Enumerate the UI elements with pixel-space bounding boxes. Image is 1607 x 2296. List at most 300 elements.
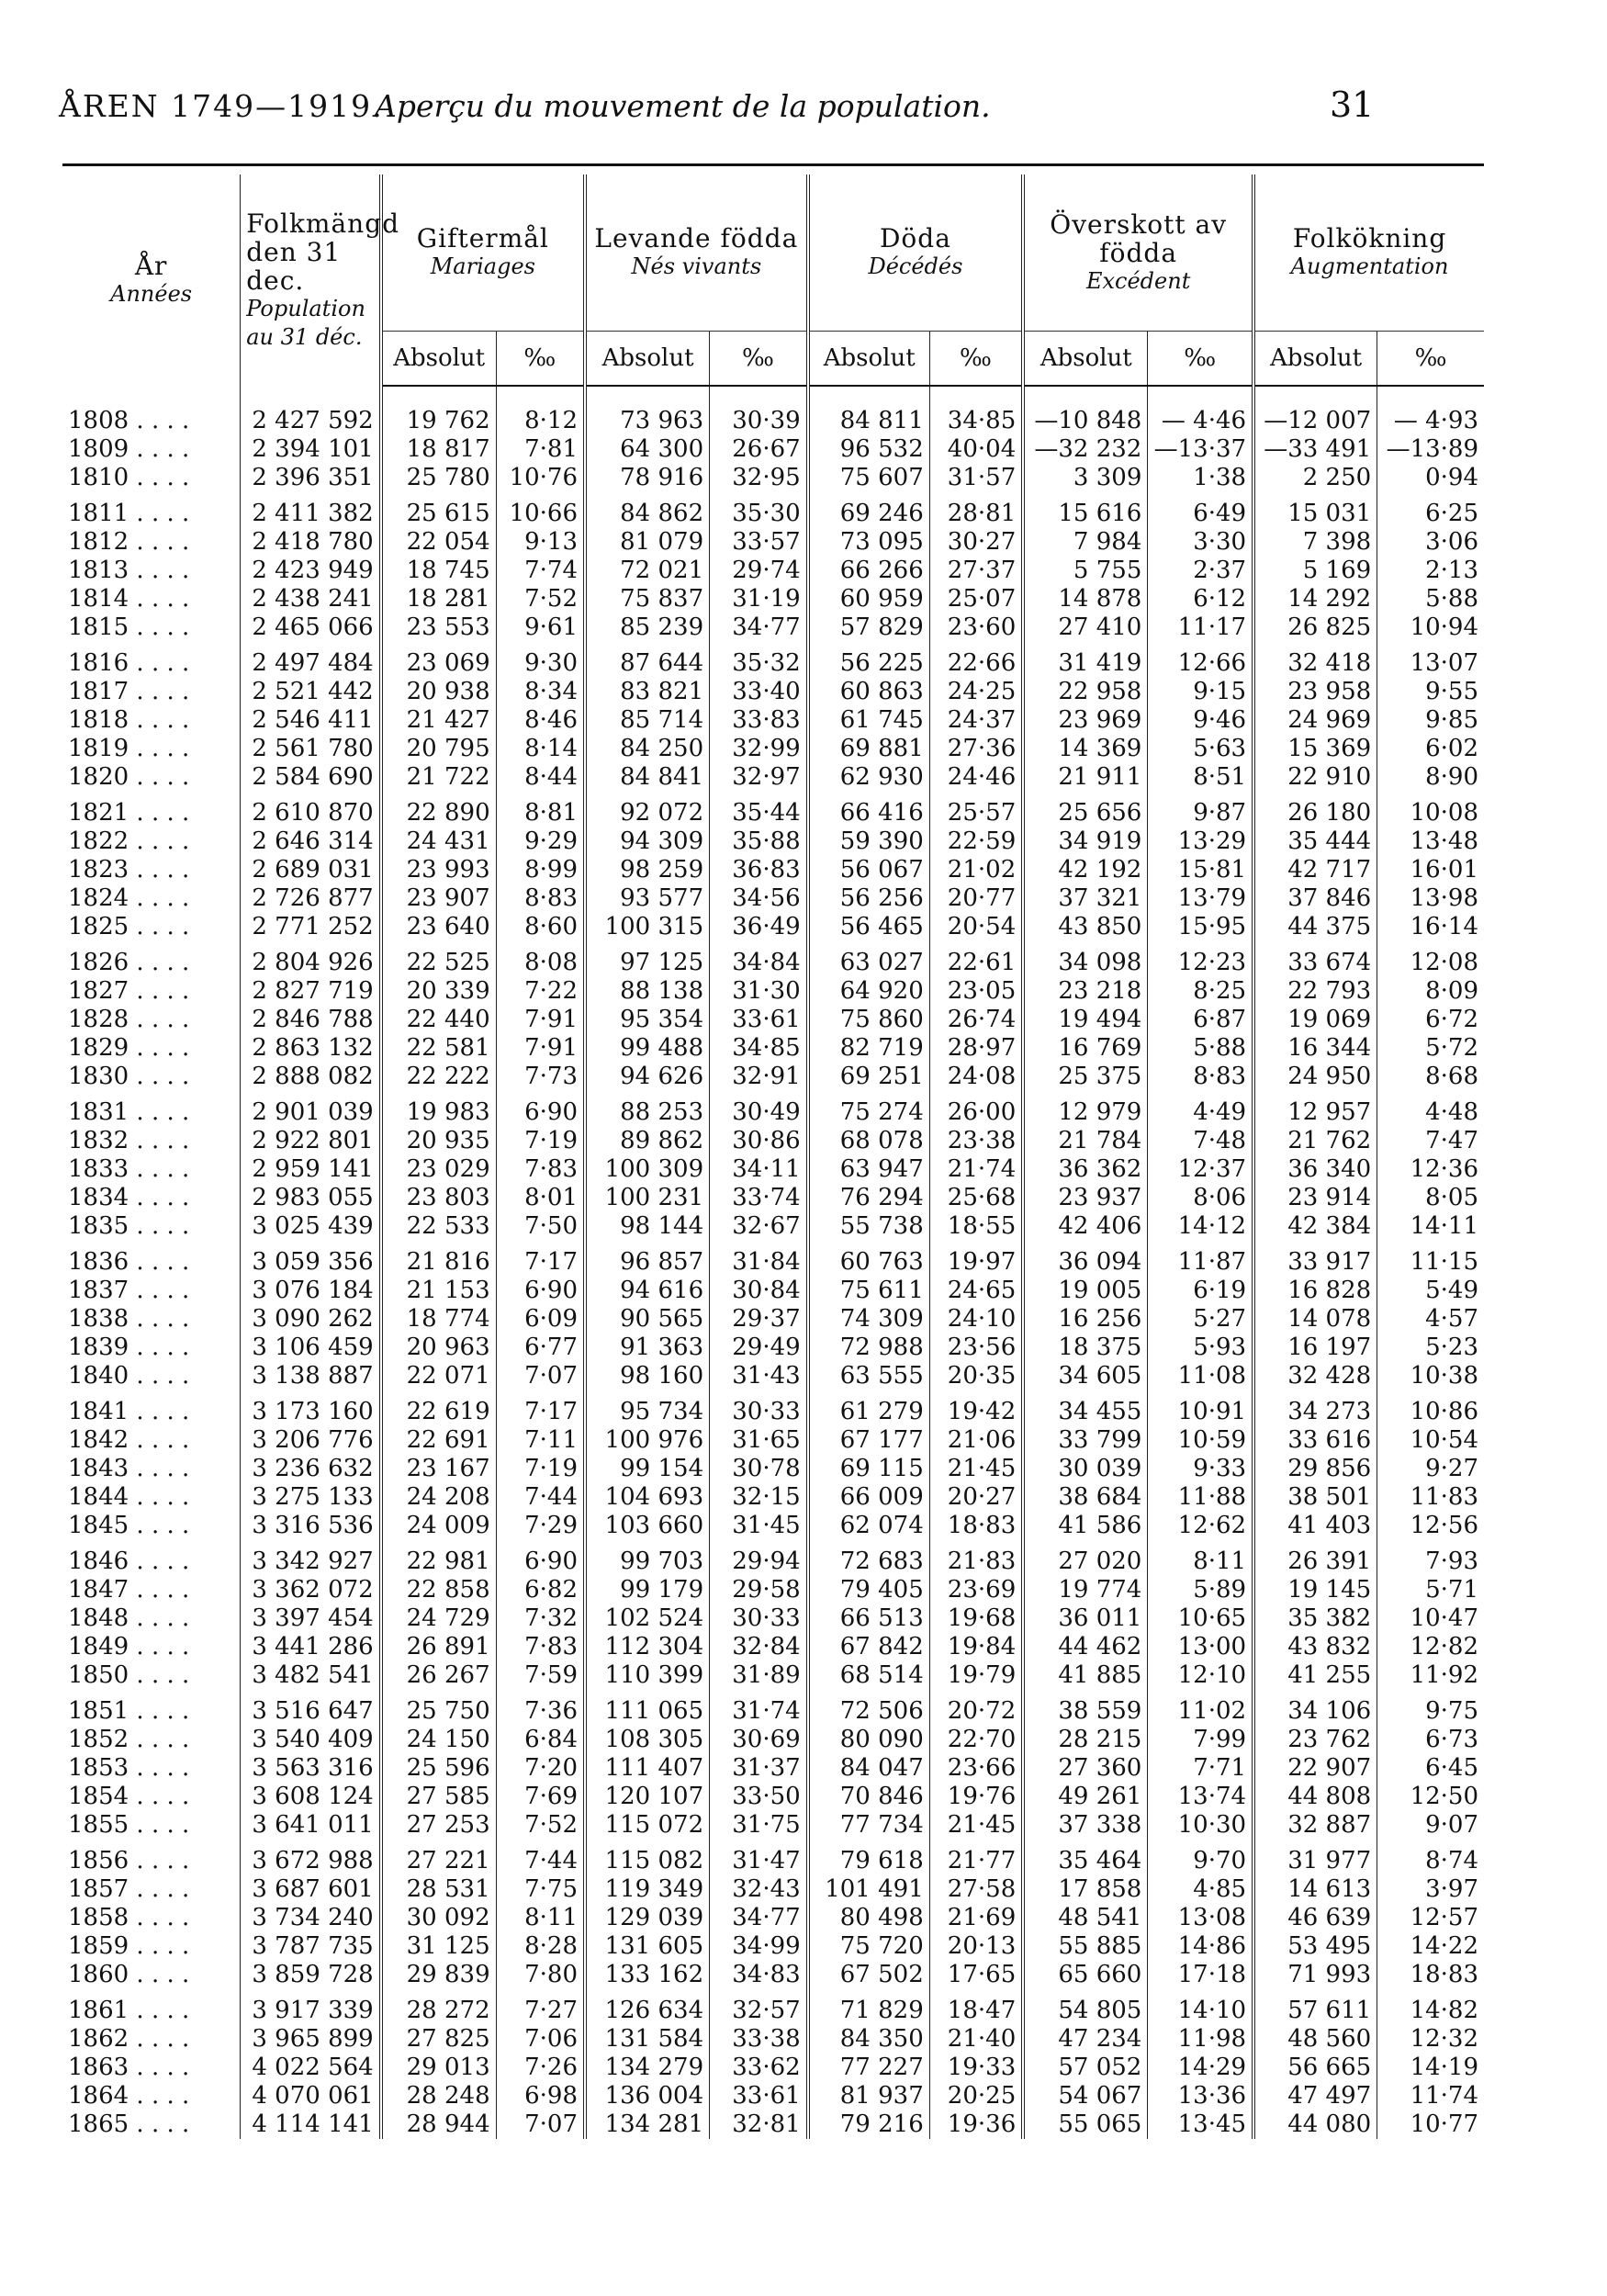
- cell-increase-abs: 15 031: [1253, 492, 1377, 528]
- cell-marriages-abs: 27 253: [381, 1811, 496, 1840]
- cell-year: 1849 . . . .: [68, 1633, 190, 1660]
- cell-increase-pm: 4·48: [1377, 1091, 1484, 1127]
- cell-excess-pm: 11·87: [1148, 1241, 1253, 1277]
- table-row: [62, 1690, 1484, 1726]
- cell-marriages-pm: 9·13: [496, 528, 585, 557]
- cell-births-pm: 31·45: [710, 1512, 808, 1540]
- cell-population: 2 411 382: [241, 492, 381, 528]
- cell-deaths-abs: 60 863: [808, 678, 930, 706]
- cell-births-pm: 30·86: [710, 1127, 808, 1155]
- cell-marriages-pm: 8·28: [496, 1932, 585, 1961]
- table-row: [62, 1305, 1484, 1334]
- cell-deaths-pm: 20·25: [929, 2082, 1023, 2110]
- cell-marriages-abs: 30 092: [381, 1904, 496, 1932]
- cell-increase-pm: 12·50: [1377, 1783, 1484, 1811]
- cell-year: 1827 . . . .: [68, 977, 190, 1005]
- cell-births-pm: 31·43: [710, 1362, 808, 1390]
- cell-births-abs: 81 079: [585, 528, 710, 557]
- cell-marriages-abs: 22 071: [381, 1362, 496, 1390]
- cell-births-pm: 29·49: [710, 1334, 808, 1362]
- cell-population: 3 362 072: [241, 1576, 381, 1604]
- cell-marriages-pm: 8·08: [496, 941, 585, 977]
- cell-excess-abs: 23 937: [1023, 1184, 1148, 1212]
- cell-excess-pm: 8·11: [1148, 1540, 1253, 1576]
- cell-marriages-pm: 7·17: [496, 1390, 585, 1426]
- cell-marriages-abs: 22 054: [381, 528, 496, 557]
- cell-population: 3 076 184: [241, 1277, 381, 1305]
- cell-deaths-pm: 19·68: [929, 1604, 1023, 1633]
- table-row: [62, 913, 1484, 941]
- cell-increase-abs: 14 292: [1253, 585, 1377, 613]
- cell-births-abs: 108 305: [585, 1726, 710, 1754]
- cell-deaths-abs: 66 513: [808, 1604, 930, 1633]
- cell-population: 2 546 411: [241, 706, 381, 735]
- cell-marriages-pm: 6·90: [496, 1540, 585, 1576]
- cell-deaths-abs: 75 611: [808, 1277, 930, 1305]
- cell-marriages-pm: 7·59: [496, 1661, 585, 1690]
- cell-year: 1857 . . . .: [68, 1875, 190, 1903]
- cell-births-pm: 35·88: [710, 827, 808, 856]
- table-row: [62, 706, 1484, 735]
- cell-increase-pm: 10·47: [1377, 1604, 1484, 1633]
- cell-births-pm: 26·67: [710, 435, 808, 464]
- cell-deaths-abs: 56 465: [808, 913, 930, 941]
- cell-year: 1815 . . . .: [68, 613, 190, 641]
- cell-year: 1809 . . . .: [68, 435, 190, 463]
- cell-deaths-abs: 62 930: [808, 763, 930, 792]
- cell-excess-pm: 10·91: [1148, 1390, 1253, 1426]
- cell-marriages-abs: 24 009: [381, 1512, 496, 1540]
- cell-increase-abs: 12 957: [1253, 1091, 1377, 1127]
- cell-excess-abs: 57 052: [1023, 2054, 1148, 2082]
- cell-population: 2 418 780: [241, 528, 381, 557]
- cell-marriages-abs: 20 795: [381, 735, 496, 763]
- cell-excess-pm: 13·36: [1148, 2082, 1253, 2110]
- table-row: [62, 1334, 1484, 1362]
- cell-population: 3 275 133: [241, 1483, 381, 1512]
- cell-year: 1855 . . . .: [68, 1811, 190, 1839]
- cell-year: 1814 . . . .: [68, 585, 190, 613]
- cell-year: 1810 . . . .: [68, 464, 190, 491]
- cell-deaths-pm: 24·46: [929, 763, 1023, 792]
- cell-births-pm: 33·83: [710, 706, 808, 735]
- cell-population: 2 804 926: [241, 941, 381, 977]
- cell-excess-abs: 18 375: [1023, 1334, 1148, 1362]
- cell-year: 1865 . . . .: [68, 2110, 190, 2138]
- cell-deaths-pm: 18·83: [929, 1512, 1023, 1540]
- cell-increase-abs: 42 717: [1253, 856, 1377, 884]
- cell-year: 1808 . . . .: [68, 406, 190, 434]
- cell-deaths-abs: 56 225: [808, 642, 930, 678]
- table-row: [62, 941, 1484, 977]
- cell-deaths-pm: 23·38: [929, 1127, 1023, 1155]
- table-row: [62, 1989, 1484, 2025]
- cell-population: 2 901 039: [241, 1091, 381, 1127]
- cell-year: 1822 . . . .: [68, 827, 190, 855]
- cell-deaths-pm: 22·61: [929, 941, 1023, 977]
- cell-year: 1833 . . . .: [68, 1155, 190, 1183]
- cell-deaths-pm: 23·56: [929, 1334, 1023, 1362]
- cell-births-abs: 85 714: [585, 706, 710, 735]
- cell-deaths-abs: 68 514: [808, 1661, 930, 1690]
- sub-permille: ‰: [1148, 332, 1253, 387]
- cell-excess-pm: 5·63: [1148, 735, 1253, 763]
- cell-deaths-abs: 72 988: [808, 1334, 930, 1362]
- table-row: [62, 1390, 1484, 1426]
- table-row: [62, 1241, 1484, 1277]
- table-row: [62, 2110, 1484, 2139]
- cell-excess-pm: 12·66: [1148, 642, 1253, 678]
- table-body: [62, 386, 1484, 2139]
- running-title: ÅREN 1749—1919.: [59, 88, 384, 124]
- cell-deaths-pm: 27·36: [929, 735, 1023, 763]
- cell-increase-pm: 5·88: [1377, 585, 1484, 613]
- cell-year: 1820 . . . .: [68, 763, 190, 791]
- cell-increase-abs: 14 613: [1253, 1875, 1377, 1904]
- cell-year: 1834 . . . .: [68, 1184, 190, 1211]
- cell-births-abs: 91 363: [585, 1334, 710, 1362]
- table-row: [62, 1961, 1484, 1989]
- cell-excess-pm: 9·46: [1148, 706, 1253, 735]
- cell-excess-abs: 37 338: [1023, 1811, 1148, 1840]
- cell-excess-abs: 47 234: [1023, 2025, 1148, 2054]
- cell-increase-abs: 34 106: [1253, 1690, 1377, 1726]
- cell-increase-abs: 37 846: [1253, 884, 1377, 913]
- cell-increase-abs: 22 793: [1253, 977, 1377, 1006]
- cell-excess-pm: 5·27: [1148, 1305, 1253, 1334]
- cell-population: 2 394 101: [241, 435, 381, 464]
- cell-increase-abs: 16 344: [1253, 1034, 1377, 1063]
- cell-year: 1843 . . . .: [68, 1455, 190, 1482]
- cell-year: 1850 . . . .: [68, 1661, 190, 1689]
- cell-deaths-pm: 21·02: [929, 856, 1023, 884]
- table-row: [62, 613, 1484, 642]
- cell-deaths-abs: 67 842: [808, 1633, 930, 1661]
- cell-marriages-pm: 7·80: [496, 1961, 585, 1989]
- cell-marriages-pm: 8·60: [496, 913, 585, 941]
- cell-deaths-pm: 19·33: [929, 2054, 1023, 2082]
- cell-marriages-abs: 29 839: [381, 1961, 496, 1989]
- table-row: [62, 1127, 1484, 1155]
- cell-excess-pm: 15·81: [1148, 856, 1253, 884]
- cell-deaths-abs: 84 047: [808, 1754, 930, 1783]
- cell-deaths-pm: 18·47: [929, 1989, 1023, 2025]
- cell-increase-pm: 10·77: [1377, 2110, 1484, 2139]
- cell-excess-pm: 6·12: [1148, 585, 1253, 613]
- cell-births-abs: 99 488: [585, 1034, 710, 1063]
- cell-excess-abs: 19 494: [1023, 1006, 1148, 1034]
- cell-births-abs: 72 021: [585, 557, 710, 585]
- cell-births-abs: 97 125: [585, 941, 710, 977]
- cell-increase-abs: 5 169: [1253, 557, 1377, 585]
- cell-excess-pm: 11·88: [1148, 1483, 1253, 1512]
- cell-increase-abs: 48 560: [1253, 2025, 1377, 2054]
- cell-births-abs: 98 144: [585, 1212, 710, 1241]
- col-marriages-header: Giftermål Mariages: [381, 174, 585, 332]
- cell-population: 2 423 949: [241, 557, 381, 585]
- cell-deaths-pm: 25·68: [929, 1184, 1023, 1212]
- cell-year: 1824 . . . .: [68, 884, 190, 912]
- cell-marriages-pm: 7·32: [496, 1604, 585, 1633]
- cell-deaths-pm: 20·13: [929, 1932, 1023, 1961]
- cell-deaths-pm: 40·04: [929, 435, 1023, 464]
- cell-deaths-abs: 64 920: [808, 977, 930, 1006]
- cell-births-abs: 99 154: [585, 1455, 710, 1483]
- cell-year: 1863 . . . .: [68, 2054, 190, 2081]
- cell-year: 1861 . . . .: [68, 1997, 190, 2024]
- cell-deaths-abs: 70 846: [808, 1783, 930, 1811]
- cell-excess-pm: 11·98: [1148, 2025, 1253, 2054]
- cell-excess-pm: 6·87: [1148, 1006, 1253, 1034]
- cell-marriages-abs: 23 640: [381, 913, 496, 941]
- cell-deaths-pm: 23·05: [929, 977, 1023, 1006]
- cell-marriages-pm: 8·12: [496, 386, 585, 435]
- cell-deaths-pm: 24·08: [929, 1063, 1023, 1091]
- cell-population: 2 646 314: [241, 827, 381, 856]
- col-year-header: År Années: [110, 251, 193, 307]
- cell-births-abs: 89 862: [585, 1127, 710, 1155]
- cell-population: 2 959 141: [241, 1155, 381, 1184]
- cell-marriages-abs: 18 745: [381, 557, 496, 585]
- cell-deaths-abs: 76 294: [808, 1184, 930, 1212]
- cell-births-pm: 33·61: [710, 2082, 808, 2110]
- cell-deaths-abs: 63 555: [808, 1362, 930, 1390]
- cell-births-pm: 34·77: [710, 613, 808, 642]
- cell-excess-abs: 22 958: [1023, 678, 1148, 706]
- cell-excess-pm: 1·38: [1148, 464, 1253, 492]
- cell-increase-abs: 44 080: [1253, 2110, 1377, 2139]
- cell-year: 1858 . . . .: [68, 1904, 190, 1931]
- cell-births-pm: 34·56: [710, 884, 808, 913]
- cell-excess-pm: 8·25: [1148, 977, 1253, 1006]
- cell-deaths-abs: 60 959: [808, 585, 930, 613]
- sub-absolute: Absolut: [1023, 332, 1148, 387]
- cell-births-abs: 94 309: [585, 827, 710, 856]
- table-row: [62, 1034, 1484, 1063]
- cell-marriages-pm: 7·44: [496, 1840, 585, 1875]
- cell-births-abs: 78 916: [585, 464, 710, 492]
- cell-excess-abs: 48 541: [1023, 1904, 1148, 1932]
- cell-year: 1819 . . . .: [68, 735, 190, 762]
- cell-excess-abs: 37 321: [1023, 884, 1148, 913]
- cell-deaths-abs: 72 683: [808, 1540, 930, 1576]
- table-row: [62, 585, 1484, 613]
- cell-births-pm: 32·84: [710, 1633, 808, 1661]
- cell-deaths-pm: 27·58: [929, 1875, 1023, 1904]
- cell-marriages-abs: 27 585: [381, 1783, 496, 1811]
- cell-marriages-pm: 7·73: [496, 1063, 585, 1091]
- cell-excess-abs: 25 375: [1023, 1063, 1148, 1091]
- cell-deaths-abs: 77 734: [808, 1811, 930, 1840]
- cell-increase-abs: 57 611: [1253, 1989, 1377, 2025]
- cell-deaths-pm: 26·74: [929, 1006, 1023, 1034]
- cell-increase-pm: 11·92: [1377, 1661, 1484, 1690]
- cell-excess-abs: 55 885: [1023, 1932, 1148, 1961]
- cell-excess-pm: 14·12: [1148, 1212, 1253, 1241]
- table-row: [62, 1512, 1484, 1540]
- cell-births-abs: 100 315: [585, 913, 710, 941]
- cell-excess-abs: 31 419: [1023, 642, 1148, 678]
- cell-excess-abs: 54 067: [1023, 2082, 1148, 2110]
- cell-increase-pm: 8·68: [1377, 1063, 1484, 1091]
- cell-deaths-pm: 19·36: [929, 2110, 1023, 2139]
- cell-births-abs: 96 857: [585, 1241, 710, 1277]
- cell-marriages-pm: 9·30: [496, 642, 585, 678]
- cell-population: 2 726 877: [241, 884, 381, 913]
- cell-births-abs: 100 976: [585, 1426, 710, 1455]
- cell-births-pm: 29·58: [710, 1576, 808, 1604]
- cell-marriages-abs: 27 221: [381, 1840, 496, 1875]
- cell-excess-abs: —10 848: [1023, 386, 1148, 435]
- cell-year: 1864 . . . .: [68, 2082, 190, 2110]
- cell-births-abs: 99 703: [585, 1540, 710, 1576]
- cell-increase-abs: 34 273: [1253, 1390, 1377, 1426]
- cell-increase-pm: 9·27: [1377, 1455, 1484, 1483]
- cell-increase-pm: 10·08: [1377, 792, 1484, 827]
- cell-excess-pm: 4·49: [1148, 1091, 1253, 1127]
- cell-increase-abs: 7 398: [1253, 528, 1377, 557]
- cell-marriages-pm: 7·52: [496, 585, 585, 613]
- cell-marriages-pm: 6·84: [496, 1726, 585, 1754]
- table-row: [62, 1840, 1484, 1875]
- cell-population: 2 396 351: [241, 464, 381, 492]
- cell-births-abs: 115 082: [585, 1840, 710, 1875]
- cell-deaths-pm: 20·35: [929, 1362, 1023, 1390]
- cell-increase-pm: 9·07: [1377, 1811, 1484, 1840]
- cell-increase-pm: 3·06: [1377, 528, 1484, 557]
- cell-deaths-pm: 31·57: [929, 464, 1023, 492]
- cell-year: 1848 . . . .: [68, 1604, 190, 1632]
- cell-increase-abs: 29 856: [1253, 1455, 1377, 1483]
- col-excess-header: Överskott av födda Excédent: [1023, 174, 1253, 332]
- cell-marriages-abs: 22 222: [381, 1063, 496, 1091]
- cell-marriages-abs: 22 890: [381, 792, 496, 827]
- cell-marriages-abs: 24 729: [381, 1604, 496, 1633]
- sub-absolute: Absolut: [585, 332, 710, 387]
- cell-year: 1847 . . . .: [68, 1576, 190, 1604]
- cell-marriages-abs: 26 891: [381, 1633, 496, 1661]
- table-row: [62, 642, 1484, 678]
- cell-population: 3 059 356: [241, 1241, 381, 1277]
- cell-births-abs: 75 837: [585, 585, 710, 613]
- cell-births-pm: 29·74: [710, 557, 808, 585]
- table-row: [62, 1155, 1484, 1184]
- cell-population: 3 563 316: [241, 1754, 381, 1783]
- table-row: [62, 557, 1484, 585]
- cell-population: 3 106 459: [241, 1334, 381, 1362]
- cell-excess-abs: 55 065: [1023, 2110, 1148, 2139]
- cell-births-pm: 32·57: [710, 1989, 808, 2025]
- cell-increase-abs: 41 403: [1253, 1512, 1377, 1540]
- cell-excess-abs: 36 011: [1023, 1604, 1148, 1633]
- cell-marriages-pm: 9·29: [496, 827, 585, 856]
- cell-deaths-abs: 60 763: [808, 1241, 930, 1277]
- cell-increase-pm: 11·83: [1377, 1483, 1484, 1512]
- cell-deaths-abs: 77 227: [808, 2054, 930, 2082]
- cell-marriages-pm: 6·82: [496, 1576, 585, 1604]
- table-row: [62, 735, 1484, 763]
- cell-increase-abs: 33 674: [1253, 941, 1377, 977]
- cell-marriages-pm: 9·61: [496, 613, 585, 642]
- cell-excess-pm: 7·71: [1148, 1754, 1253, 1783]
- cell-excess-pm: 2·37: [1148, 557, 1253, 585]
- cell-excess-pm: 7·48: [1148, 1127, 1253, 1155]
- cell-year: 1828 . . . .: [68, 1006, 190, 1033]
- cell-increase-abs: 36 340: [1253, 1155, 1377, 1184]
- cell-population: 2 465 066: [241, 613, 381, 642]
- cell-deaths-pm: 21·40: [929, 2025, 1023, 2054]
- cell-marriages-pm: 10·66: [496, 492, 585, 528]
- cell-increase-abs: 32 428: [1253, 1362, 1377, 1390]
- cell-excess-pm: 6·49: [1148, 492, 1253, 528]
- table-row: [62, 1277, 1484, 1305]
- cell-marriages-pm: 8·99: [496, 856, 585, 884]
- cell-marriages-pm: 7·07: [496, 1362, 585, 1390]
- sub-absolute: Absolut: [1253, 332, 1377, 387]
- cell-marriages-pm: 7·11: [496, 1426, 585, 1455]
- cell-births-pm: 34·83: [710, 1961, 808, 1989]
- cell-marriages-abs: 28 248: [381, 2082, 496, 2110]
- cell-births-pm: 32·91: [710, 1063, 808, 1091]
- cell-deaths-pm: 21·45: [929, 1811, 1023, 1840]
- cell-increase-pm: 8·05: [1377, 1184, 1484, 1212]
- cell-births-abs: 73 963: [585, 386, 710, 435]
- cell-deaths-abs: 75 607: [808, 464, 930, 492]
- cell-population: 3 734 240: [241, 1904, 381, 1932]
- cell-increase-pm: 8·74: [1377, 1840, 1484, 1875]
- cell-marriages-abs: 20 339: [381, 977, 496, 1006]
- cell-increase-pm: 6·73: [1377, 1726, 1484, 1754]
- cell-excess-abs: 42 192: [1023, 856, 1148, 884]
- cell-births-pm: 31·74: [710, 1690, 808, 1726]
- cell-marriages-pm: 7·69: [496, 1783, 585, 1811]
- cell-excess-pm: 11·08: [1148, 1362, 1253, 1390]
- cell-excess-pm: 5·89: [1148, 1576, 1253, 1604]
- cell-increase-abs: 33 616: [1253, 1426, 1377, 1455]
- cell-increase-abs: 53 495: [1253, 1932, 1377, 1961]
- cell-births-pm: 32·67: [710, 1212, 808, 1241]
- cell-births-pm: 31·84: [710, 1241, 808, 1277]
- cell-year: 1812 . . . .: [68, 528, 190, 556]
- cell-increase-pm: 3·97: [1377, 1875, 1484, 1904]
- cell-population: 2 689 031: [241, 856, 381, 884]
- cell-excess-abs: 5 755: [1023, 557, 1148, 585]
- page-subtitle: Aperçu du mouvement de la population.: [375, 88, 991, 124]
- cell-increase-abs: 14 078: [1253, 1305, 1377, 1334]
- cell-excess-pm: 12·37: [1148, 1155, 1253, 1184]
- cell-increase-abs: 41 255: [1253, 1661, 1377, 1690]
- cell-births-abs: 103 660: [585, 1512, 710, 1540]
- cell-marriages-abs: 23 029: [381, 1155, 496, 1184]
- cell-marriages-pm: 7·22: [496, 977, 585, 1006]
- cell-increase-abs: 31 977: [1253, 1840, 1377, 1875]
- cell-excess-pm: 13·74: [1148, 1783, 1253, 1811]
- cell-population: 3 787 735: [241, 1932, 381, 1961]
- cell-births-abs: 131 605: [585, 1932, 710, 1961]
- cell-births-abs: 126 634: [585, 1989, 710, 2025]
- cell-population: 2 427 592: [241, 386, 381, 435]
- cell-marriages-pm: 7·27: [496, 1989, 585, 2025]
- cell-increase-pm: 12·08: [1377, 941, 1484, 977]
- cell-population: 2 983 055: [241, 1184, 381, 1212]
- cell-increase-abs: 44 375: [1253, 913, 1377, 941]
- cell-increase-abs: 24 969: [1253, 706, 1377, 735]
- cell-marriages-pm: 8·34: [496, 678, 585, 706]
- cell-excess-pm: 13·79: [1148, 884, 1253, 913]
- cell-births-abs: 100 231: [585, 1184, 710, 1212]
- cell-deaths-abs: 57 829: [808, 613, 930, 642]
- cell-increase-abs: 42 384: [1253, 1212, 1377, 1241]
